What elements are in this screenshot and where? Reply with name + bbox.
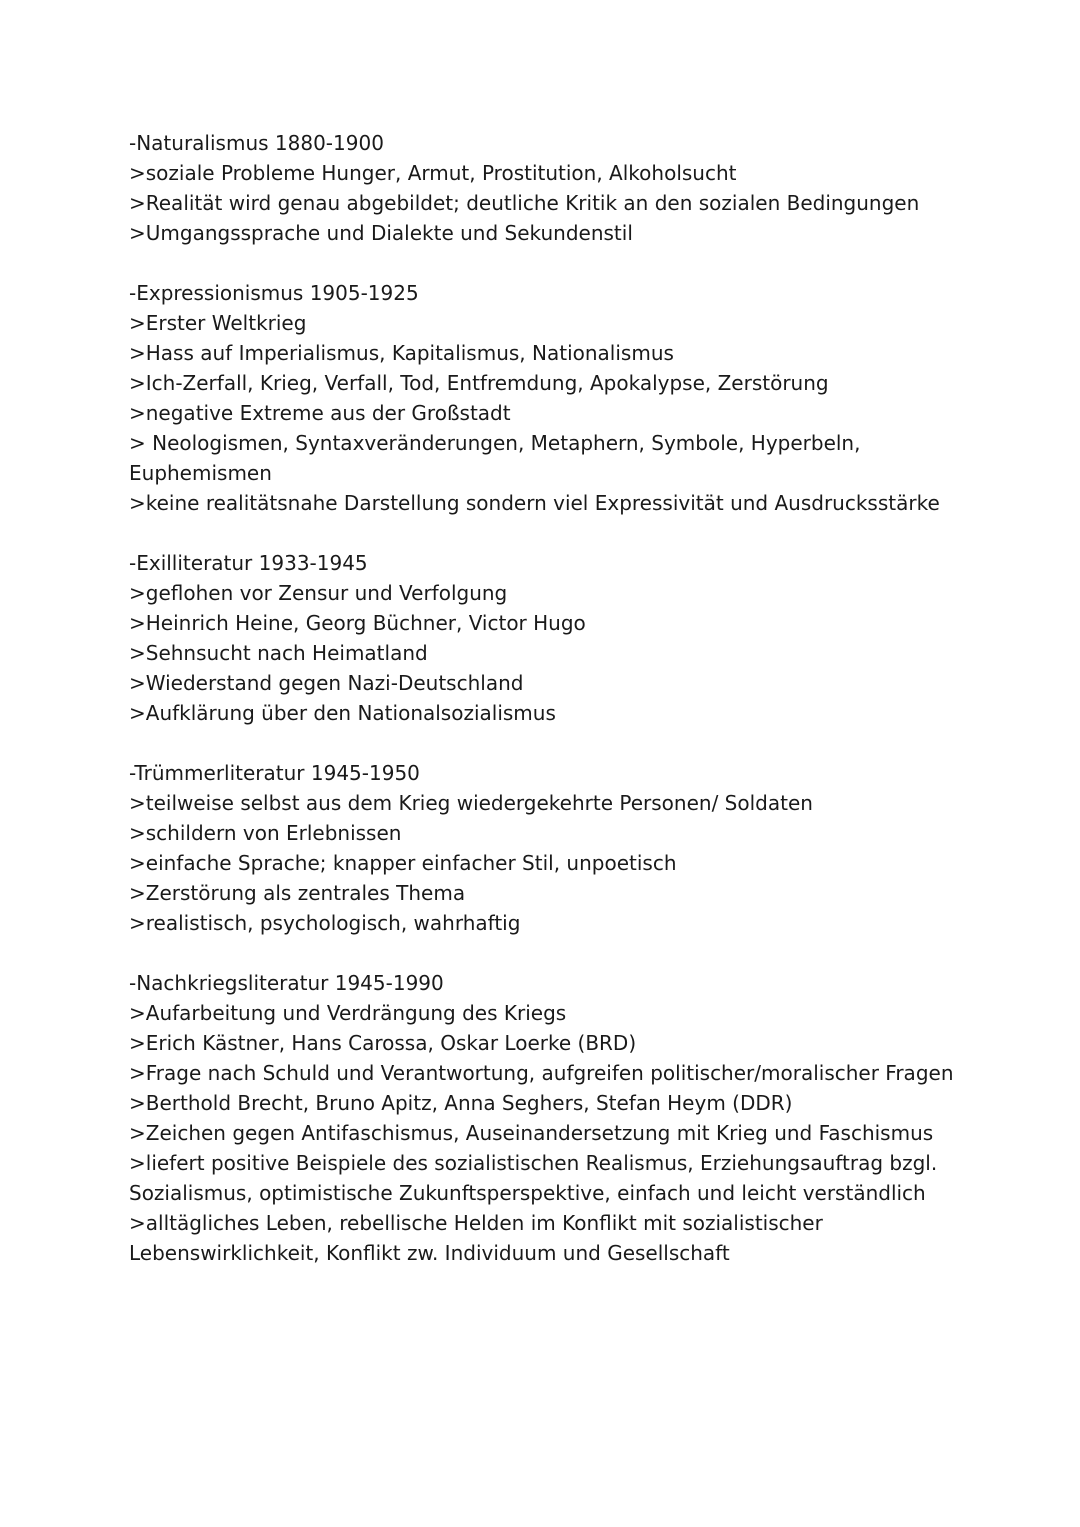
list-item-continuation: Lebenswirklichkeit, Konflikt zw. Individuum und Gesellschaft [129,1241,730,1265]
section-naturalismus [129,128,1019,248]
list-item: >einfache Sprache; knapper einfacher Stil, unpoetisch [129,851,677,875]
section-heading: -Expressionismus 1905-1925 [129,281,419,305]
list-item: >Sehnsucht nach Heimatland [129,641,428,665]
section-heading: -Trümmerliteratur 1945-1950 [129,761,420,785]
list-item: >realistisch, psychologisch, wahrhaftig [129,911,521,935]
list-item-continuation: Euphemismen [129,461,272,485]
list-item: >Realität wird genau abgebildet; deutliche Kritik an den sozialen Bedingungen [129,191,920,215]
list-item-continuation: Sozialismus, optimistische Zukunftsperspektive, einfach und leicht verständlich [129,1181,926,1205]
list-item: >Aufarbeitung und Verdrängung des Kriegs [129,1001,567,1025]
section-truemmerliteratur [129,758,1019,938]
list-item: >liefert positive Beispiele des sozialistischen Realismus, Erziehungsauftrag bzgl. [129,1151,938,1175]
list-item: >Aufklärung über den Nationalsozialismus [129,701,556,725]
list-item: >keine realitätsnahe Darstellung sondern viel Expressivität und Ausdrucksstärke [129,491,940,515]
section-nachkriegsliteratur [129,968,1019,1268]
section-heading: -Naturalismus 1880-1900 [129,131,384,155]
list-item: > Neologismen, Syntaxveränderungen, Metaphern, Symbole, Hyperbeln, [129,431,861,455]
list-item: >Wiederstand gegen Nazi-Deutschland [129,671,524,695]
list-item: >soziale Probleme Hunger, Armut, Prostitution, Alkoholsucht [129,161,737,185]
list-item: >Umgangssprache und Dialekte und Sekundenstil [129,221,633,245]
list-item: >teilweise selbst aus dem Krieg wiedergekehrte Personen/ Soldaten [129,791,813,815]
list-item: >Frage nach Schuld und Verantwortung, aufgreifen politischer/moralischer Fragen [129,1061,954,1085]
section-heading: -Nachkriegsliteratur 1945-1990 [129,971,444,995]
list-item: >schildern von Erlebnissen [129,821,402,845]
list-item: >Erster Weltkrieg [129,311,307,335]
list-item: >Berthold Brecht, Bruno Apitz, Anna Seghers, Stefan Heym (DDR) [129,1091,793,1115]
list-item: >Zerstörung als zentrales Thema [129,881,466,905]
list-item: >Heinrich Heine, Georg Büchner, Victor Hugo [129,611,586,635]
list-item: >geflohen vor Zensur und Verfolgung [129,581,508,605]
list-item: >alltägliches Leben, rebellische Helden im Konflikt mit sozialistischer [129,1211,823,1235]
document-page [129,128,1019,1298]
list-item: >Zeichen gegen Antifaschismus, Auseinandersetzung mit Krieg und Faschismus [129,1121,934,1145]
list-item: >Erich Kästner, Hans Carossa, Oskar Loerke (BRD) [129,1031,637,1055]
section-expressionismus [129,278,1019,518]
list-item: >Hass auf Imperialismus, Kapitalismus, Nationalismus [129,341,674,365]
list-item: >negative Extreme aus der Großstadt [129,401,511,425]
section-heading: -Exilliteratur 1933-1945 [129,551,368,575]
section-exilliteratur [129,548,1019,728]
list-item: >Ich-Zerfall, Krieg, Verfall, Tod, Entfremdung, Apokalypse, Zerstörung [129,371,829,395]
